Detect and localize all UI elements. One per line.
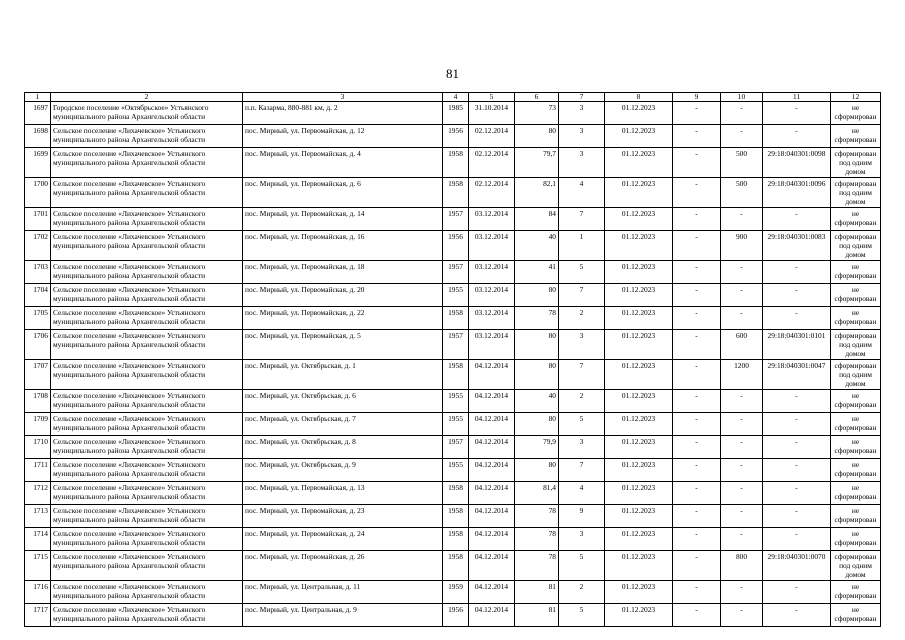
- table-row: [25, 307, 881, 330]
- year-cell: 1956: [443, 604, 469, 627]
- deadline-cell: 01.12.2023: [605, 148, 673, 178]
- date-cell: 04.12.2014: [469, 604, 515, 627]
- cadastral-number-cell: 29:18:040301:0096: [763, 178, 831, 208]
- status-cell: сформирован под одним домом: [831, 231, 881, 261]
- column-number: 10: [721, 93, 763, 102]
- address-cell: пос. Мирный, ул. Центральная, д. 9: [243, 604, 443, 627]
- land-area-cell: -: [721, 505, 763, 528]
- residents-cell: 4: [559, 482, 605, 505]
- area-cell: 78: [515, 551, 559, 581]
- cadastral-number-cell: -: [763, 261, 831, 284]
- row-number: 1712: [25, 482, 51, 505]
- residents-cell: 2: [559, 581, 605, 604]
- date-cell: 04.12.2014: [469, 505, 515, 528]
- column-number: 1: [25, 93, 51, 102]
- cadastral-number-cell: -: [763, 284, 831, 307]
- municipality-cell: Сельское поселение «Лихачевское» Устьянского муниципального района Архангельской области: [51, 390, 243, 413]
- address-cell: п.п. Казарма, 880-881 км, д. 2: [243, 102, 443, 125]
- area-cell: 80: [515, 284, 559, 307]
- deadline-cell: 01.12.2023: [605, 390, 673, 413]
- table-row: [25, 330, 881, 360]
- row-number: 1697: [25, 102, 51, 125]
- table-row: [25, 390, 881, 413]
- date-cell: 04.12.2014: [469, 436, 515, 459]
- area-cell: 78: [515, 307, 559, 330]
- address-cell: пос. Мирный, ул. Первомайская, д. 20: [243, 284, 443, 307]
- municipality-cell: Сельское поселение «Лихачевское» Устьянского муниципального района Архангельской области: [51, 604, 243, 627]
- land-area-cell: -: [721, 413, 763, 436]
- deadline-cell: 01.12.2023: [605, 528, 673, 551]
- status-cell: сформирован под одним домом: [831, 178, 881, 208]
- table-row: [25, 551, 881, 581]
- address-cell: пос. Мирный, ул. Центральная, д. 11: [243, 581, 443, 604]
- registry-table: [24, 92, 881, 627]
- year-cell: 1955: [443, 413, 469, 436]
- column-number: 2: [51, 93, 243, 102]
- cadastral-number-cell: -: [763, 482, 831, 505]
- municipality-cell: Сельское поселение «Лихачевское» Устьянского муниципального района Архангельской области: [51, 208, 243, 231]
- date-cell: 04.12.2014: [469, 581, 515, 604]
- table-row: [25, 528, 881, 551]
- municipality-cell: Сельское поселение «Лихачевское» Устьянского муниципального района Архангельской области: [51, 459, 243, 482]
- year-cell: 1957: [443, 330, 469, 360]
- col9-cell: -: [673, 231, 721, 261]
- address-cell: пос. Мирный, ул. Первомайская, д. 5: [243, 330, 443, 360]
- residents-cell: 9: [559, 505, 605, 528]
- residents-cell: 5: [559, 413, 605, 436]
- residents-cell: 5: [559, 604, 605, 627]
- date-cell: 04.12.2014: [469, 528, 515, 551]
- deadline-cell: 01.12.2023: [605, 436, 673, 459]
- col9-cell: -: [673, 413, 721, 436]
- table-row: [25, 459, 881, 482]
- table-row: [25, 436, 881, 459]
- deadline-cell: 01.12.2023: [605, 231, 673, 261]
- cadastral-number-cell: -: [763, 528, 831, 551]
- deadline-cell: 01.12.2023: [605, 360, 673, 390]
- land-area-cell: -: [721, 459, 763, 482]
- date-cell: 02.12.2014: [469, 125, 515, 148]
- residents-cell: 3: [559, 330, 605, 360]
- deadline-cell: 01.12.2023: [605, 604, 673, 627]
- municipality-cell: Сельское поселение «Лихачевское» Устьянского муниципального района Архангельской области: [51, 178, 243, 208]
- deadline-cell: 01.12.2023: [605, 505, 673, 528]
- land-area-cell: 900: [721, 231, 763, 261]
- municipality-cell: Сельское поселение «Лихачевское» Устьянского муниципального района Архангельской области: [51, 307, 243, 330]
- cadastral-number-cell: 29:18:040301:0047: [763, 360, 831, 390]
- col9-cell: -: [673, 102, 721, 125]
- municipality-cell: Сельское поселение «Лихачевское» Устьянского муниципального района Архангельской области: [51, 436, 243, 459]
- area-cell: 80: [515, 125, 559, 148]
- status-cell: не сформирован: [831, 482, 881, 505]
- status-cell: сформирован под одним домом: [831, 330, 881, 360]
- cadastral-number-cell: -: [763, 581, 831, 604]
- year-cell: 1957: [443, 208, 469, 231]
- land-area-cell: 800: [721, 551, 763, 581]
- municipality-cell: Сельское поселение «Лихачевское» Устьянского муниципального района Архангельской области: [51, 528, 243, 551]
- residents-cell: 3: [559, 436, 605, 459]
- municipality-cell: Сельское поселение «Лихачевское» Устьянского муниципального района Архангельской области: [51, 125, 243, 148]
- municipality-cell: Сельское поселение «Лихачевское» Устьянского муниципального района Архангельской области: [51, 581, 243, 604]
- cadastral-number-cell: 29:18:040301:0098: [763, 148, 831, 178]
- residents-cell: 3: [559, 148, 605, 178]
- deadline-cell: 01.12.2023: [605, 284, 673, 307]
- date-cell: 04.12.2014: [469, 459, 515, 482]
- cadastral-number-cell: 29:18:040301:0101: [763, 330, 831, 360]
- deadline-cell: 01.12.2023: [605, 330, 673, 360]
- row-number: 1709: [25, 413, 51, 436]
- land-area-cell: 500: [721, 148, 763, 178]
- land-area-cell: -: [721, 528, 763, 551]
- col9-cell: -: [673, 551, 721, 581]
- land-area-cell: -: [721, 307, 763, 330]
- municipality-cell: Сельское поселение «Лихачевское» Устьянского муниципального района Архангельской области: [51, 505, 243, 528]
- address-cell: пос. Мирный, ул. Первомайская, д. 24: [243, 528, 443, 551]
- col9-cell: -: [673, 307, 721, 330]
- table-row: [25, 148, 881, 178]
- address-cell: пос. Мирный, ул. Первомайская, д. 23: [243, 505, 443, 528]
- address-cell: пос. Мирный, ул. Октябрьская, д. 7: [243, 413, 443, 436]
- table-row: [25, 581, 881, 604]
- residents-cell: 5: [559, 551, 605, 581]
- table-row: [25, 413, 881, 436]
- status-cell: не сформирован: [831, 208, 881, 231]
- area-cell: 79,7: [515, 148, 559, 178]
- status-cell: не сформирован: [831, 604, 881, 627]
- cadastral-number-cell: -: [763, 413, 831, 436]
- land-area-cell: -: [721, 284, 763, 307]
- date-cell: 04.12.2014: [469, 360, 515, 390]
- municipality-cell: Сельское поселение «Лихачевское» Устьянского муниципального района Архангельской области: [51, 413, 243, 436]
- table-row: [25, 125, 881, 148]
- row-number: 1713: [25, 505, 51, 528]
- municipality-cell: Сельское поселение «Лихачевское» Устьянского муниципального района Архангельской области: [51, 551, 243, 581]
- status-cell: не сформирован: [831, 436, 881, 459]
- table-row: [25, 505, 881, 528]
- address-cell: пос. Мирный, ул. Октябрьская, д. 8: [243, 436, 443, 459]
- col9-cell: -: [673, 459, 721, 482]
- col9-cell: -: [673, 125, 721, 148]
- col9-cell: -: [673, 360, 721, 390]
- status-cell: не сформирован: [831, 459, 881, 482]
- col9-cell: -: [673, 505, 721, 528]
- table-row: [25, 482, 881, 505]
- address-cell: пос. Мирный, ул. Первомайская, д. 14: [243, 208, 443, 231]
- row-number: 1700: [25, 178, 51, 208]
- col9-cell: -: [673, 390, 721, 413]
- table-row: [25, 208, 881, 231]
- cadastral-number-cell: -: [763, 459, 831, 482]
- row-number: 1708: [25, 390, 51, 413]
- date-cell: 03.12.2014: [469, 307, 515, 330]
- status-cell: не сформирован: [831, 284, 881, 307]
- row-number: 1714: [25, 528, 51, 551]
- year-cell: 1959: [443, 581, 469, 604]
- deadline-cell: 01.12.2023: [605, 551, 673, 581]
- area-cell: 40: [515, 231, 559, 261]
- column-number: 7: [559, 93, 605, 102]
- land-area-cell: -: [721, 482, 763, 505]
- date-cell: 04.12.2014: [469, 551, 515, 581]
- residents-cell: 3: [559, 528, 605, 551]
- area-cell: 81,4: [515, 482, 559, 505]
- col9-cell: -: [673, 208, 721, 231]
- row-number: 1706: [25, 330, 51, 360]
- row-number: 1705: [25, 307, 51, 330]
- table-row: [25, 178, 881, 208]
- land-area-cell: -: [721, 102, 763, 125]
- land-area-cell: -: [721, 604, 763, 627]
- residents-cell: 1: [559, 231, 605, 261]
- area-cell: 79,9: [515, 436, 559, 459]
- deadline-cell: 01.12.2023: [605, 413, 673, 436]
- status-cell: сформирован под одним домом: [831, 360, 881, 390]
- table-row: [25, 231, 881, 261]
- status-cell: не сформирован: [831, 528, 881, 551]
- column-number-row: [25, 93, 881, 102]
- cadastral-number-cell: 29:18:040301:0083: [763, 231, 831, 261]
- year-cell: 1958: [443, 148, 469, 178]
- address-cell: пос. Мирный, ул. Первомайская, д. 13: [243, 482, 443, 505]
- year-cell: 1958: [443, 307, 469, 330]
- row-number: 1711: [25, 459, 51, 482]
- cadastral-number-cell: -: [763, 307, 831, 330]
- deadline-cell: 01.12.2023: [605, 459, 673, 482]
- table-row: [25, 604, 881, 627]
- year-cell: 1956: [443, 125, 469, 148]
- area-cell: 80: [515, 413, 559, 436]
- deadline-cell: 01.12.2023: [605, 208, 673, 231]
- status-cell: не сформирован: [831, 307, 881, 330]
- area-cell: 41: [515, 261, 559, 284]
- residents-cell: 7: [559, 360, 605, 390]
- col9-cell: -: [673, 148, 721, 178]
- address-cell: пос. Мирный, ул. Первомайская, д. 26: [243, 551, 443, 581]
- table-row: [25, 102, 881, 125]
- cadastral-number-cell: -: [763, 604, 831, 627]
- status-cell: сформирован под одним домом: [831, 551, 881, 581]
- row-number: 1716: [25, 581, 51, 604]
- col9-cell: -: [673, 284, 721, 307]
- page-number: 81: [446, 66, 459, 81]
- row-number: 1701: [25, 208, 51, 231]
- deadline-cell: 01.12.2023: [605, 178, 673, 208]
- municipality-cell: Сельское поселение «Лихачевское» Устьянского муниципального района Архангельской области: [51, 330, 243, 360]
- land-area-cell: -: [721, 390, 763, 413]
- land-area-cell: 1200: [721, 360, 763, 390]
- row-number: 1703: [25, 261, 51, 284]
- status-cell: не сформирован: [831, 102, 881, 125]
- status-cell: сформирован под одним домом: [831, 148, 881, 178]
- deadline-cell: 01.12.2023: [605, 261, 673, 284]
- year-cell: 1955: [443, 284, 469, 307]
- municipality-cell: Сельское поселение «Лихачевское» Устьянского муниципального района Архангельской области: [51, 284, 243, 307]
- column-number: 6: [515, 93, 559, 102]
- address-cell: пос. Мирный, ул. Первомайская, д. 4: [243, 148, 443, 178]
- cadastral-number-cell: -: [763, 102, 831, 125]
- area-cell: 73: [515, 102, 559, 125]
- address-cell: пос. Мирный, ул. Первомайская, д. 18: [243, 261, 443, 284]
- area-cell: 80: [515, 459, 559, 482]
- area-cell: 80: [515, 360, 559, 390]
- date-cell: 03.12.2014: [469, 261, 515, 284]
- year-cell: 1958: [443, 505, 469, 528]
- area-cell: 82,1: [515, 178, 559, 208]
- year-cell: 1957: [443, 261, 469, 284]
- residents-cell: 4: [559, 178, 605, 208]
- area-cell: 40: [515, 390, 559, 413]
- date-cell: 03.12.2014: [469, 330, 515, 360]
- year-cell: 1955: [443, 390, 469, 413]
- col9-cell: -: [673, 604, 721, 627]
- row-number: 1702: [25, 231, 51, 261]
- col9-cell: -: [673, 482, 721, 505]
- address-cell: пос. Мирный, ул. Октябрьская, д. 1: [243, 360, 443, 390]
- col9-cell: -: [673, 178, 721, 208]
- residents-cell: 2: [559, 307, 605, 330]
- address-cell: пос. Мирный, ул. Первомайская, д. 6: [243, 178, 443, 208]
- row-number: 1715: [25, 551, 51, 581]
- date-cell: 04.12.2014: [469, 413, 515, 436]
- area-cell: 78: [515, 528, 559, 551]
- column-number: 9: [673, 93, 721, 102]
- date-cell: 04.12.2014: [469, 482, 515, 505]
- column-number: 8: [605, 93, 673, 102]
- deadline-cell: 01.12.2023: [605, 102, 673, 125]
- residents-cell: 7: [559, 208, 605, 231]
- cadastral-number-cell: -: [763, 125, 831, 148]
- land-area-cell: -: [721, 436, 763, 459]
- area-cell: 84: [515, 208, 559, 231]
- row-number: 1699: [25, 148, 51, 178]
- status-cell: не сформирован: [831, 581, 881, 604]
- area-cell: 80: [515, 330, 559, 360]
- row-number: 1698: [25, 125, 51, 148]
- status-cell: не сформирован: [831, 261, 881, 284]
- column-number: 11: [763, 93, 831, 102]
- residents-cell: 3: [559, 125, 605, 148]
- status-cell: не сформирован: [831, 125, 881, 148]
- cadastral-number-cell: -: [763, 208, 831, 231]
- cadastral-number-cell: -: [763, 390, 831, 413]
- date-cell: 03.12.2014: [469, 208, 515, 231]
- cadastral-number-cell: 29:18:040301:0070: [763, 551, 831, 581]
- date-cell: 03.12.2014: [469, 231, 515, 261]
- col9-cell: -: [673, 581, 721, 604]
- status-cell: не сформирован: [831, 505, 881, 528]
- area-cell: 81: [515, 581, 559, 604]
- table-row: [25, 284, 881, 307]
- municipality-cell: Сельское поселение «Лихачевское» Устьянского муниципального района Архангельской области: [51, 261, 243, 284]
- address-cell: пос. Мирный, ул. Первомайская, д. 22: [243, 307, 443, 330]
- land-area-cell: 600: [721, 330, 763, 360]
- land-area-cell: 500: [721, 178, 763, 208]
- address-cell: пос. Мирный, ул. Первомайская, д. 16: [243, 231, 443, 261]
- deadline-cell: 01.12.2023: [605, 307, 673, 330]
- date-cell: 03.12.2014: [469, 284, 515, 307]
- row-number: 1707: [25, 360, 51, 390]
- year-cell: 1957: [443, 436, 469, 459]
- year-cell: 1958: [443, 528, 469, 551]
- date-cell: 31.10.2014: [469, 102, 515, 125]
- status-cell: не сформирован: [831, 390, 881, 413]
- row-number: 1717: [25, 604, 51, 627]
- area-cell: 78: [515, 505, 559, 528]
- municipality-cell: Сельское поселение «Лихачевское» Устьянского муниципального района Архангельской области: [51, 360, 243, 390]
- year-cell: 1955: [443, 459, 469, 482]
- year-cell: 1958: [443, 482, 469, 505]
- year-cell: 1958: [443, 551, 469, 581]
- municipality-cell: Городское поселение «Октябрьское» Устьянского муниципального района Архангельской области: [51, 102, 243, 125]
- deadline-cell: 01.12.2023: [605, 482, 673, 505]
- address-cell: пос. Мирный, ул. Октябрьская, д. 6: [243, 390, 443, 413]
- residents-cell: 7: [559, 284, 605, 307]
- deadline-cell: 01.12.2023: [605, 125, 673, 148]
- date-cell: 02.12.2014: [469, 178, 515, 208]
- residents-cell: 7: [559, 459, 605, 482]
- residents-cell: 3: [559, 102, 605, 125]
- residents-cell: 5: [559, 261, 605, 284]
- municipality-cell: Сельское поселение «Лихачевское» Устьянского муниципального района Архангельской области: [51, 482, 243, 505]
- land-area-cell: -: [721, 261, 763, 284]
- col9-cell: -: [673, 528, 721, 551]
- residents-cell: 2: [559, 390, 605, 413]
- col9-cell: -: [673, 261, 721, 284]
- row-number: 1704: [25, 284, 51, 307]
- column-number: 4: [443, 93, 469, 102]
- municipality-cell: Сельское поселение «Лихачевское» Устьянского муниципального района Архангельской области: [51, 148, 243, 178]
- deadline-cell: 01.12.2023: [605, 581, 673, 604]
- year-cell: 1958: [443, 178, 469, 208]
- land-area-cell: -: [721, 125, 763, 148]
- date-cell: 04.12.2014: [469, 390, 515, 413]
- address-cell: пос. Мирный, ул. Октябрьская, д. 9: [243, 459, 443, 482]
- year-cell: 1956: [443, 231, 469, 261]
- col9-cell: -: [673, 436, 721, 459]
- date-cell: 02.12.2014: [469, 148, 515, 178]
- table-row: [25, 360, 881, 390]
- column-number: 12: [831, 93, 881, 102]
- table-row: [25, 261, 881, 284]
- cadastral-number-cell: -: [763, 436, 831, 459]
- column-number: 3: [243, 93, 443, 102]
- area-cell: 81: [515, 604, 559, 627]
- cadastral-number-cell: -: [763, 505, 831, 528]
- municipality-cell: Сельское поселение «Лихачевское» Устьянского муниципального района Архангельской области: [51, 231, 243, 261]
- year-cell: 1958: [443, 360, 469, 390]
- row-number: 1710: [25, 436, 51, 459]
- land-area-cell: -: [721, 208, 763, 231]
- col9-cell: -: [673, 330, 721, 360]
- year-cell: 1985: [443, 102, 469, 125]
- column-number: 5: [469, 93, 515, 102]
- status-cell: не сформирован: [831, 413, 881, 436]
- land-area-cell: -: [721, 581, 763, 604]
- address-cell: пос. Мирный, ул. Первомайская, д. 12: [243, 125, 443, 148]
